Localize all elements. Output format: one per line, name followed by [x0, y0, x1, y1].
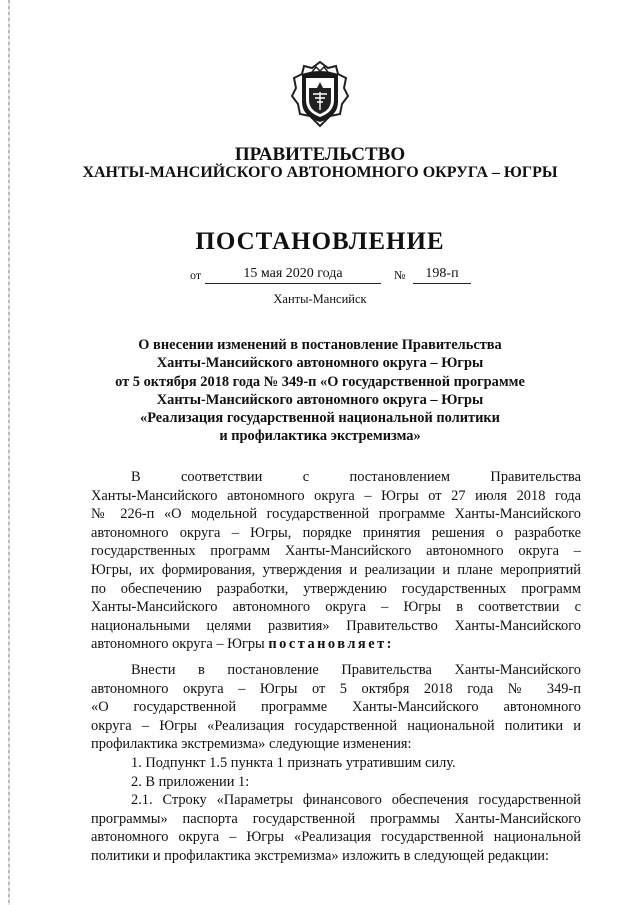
- coat-of-arms-icon: [288, 58, 352, 130]
- document-city: Ханты-Мансийск: [273, 292, 367, 306]
- paragraph-line: автономного округа – Югры «Реализация государственной национальной: [91, 829, 581, 846]
- title-line: и профилактика экстремизма»: [219, 428, 421, 445]
- title-line: О внесении изменений в постановление Правительства: [138, 337, 502, 353]
- document-date: 15 мая 2020 года: [205, 266, 381, 284]
- document-number: 198-п: [413, 266, 471, 284]
- paragraph-text: автономного округа – Югры: [91, 636, 265, 653]
- paragraph-line: Ханты-Мансийского автономного округа – Югры от 27 июля 2018 года: [91, 487, 581, 504]
- scan-edge: [8, 0, 10, 905]
- paragraph-line: округа – Югры «Реализация государственной национальной политики и: [91, 717, 581, 734]
- title-line: от 5 октября 2018 года № 349-п «О государственной программе: [115, 373, 525, 390]
- paragraph-line: Югры, их формирования, утверждения и реализации и плане мероприятий: [91, 561, 581, 578]
- org-name: ПРАВИТЕЛЬСТВО: [234, 144, 406, 165]
- paragraph-line: 2.1. Строку «Параметры финансового обеспечения государственной: [131, 792, 581, 809]
- paragraph-line: автономного округа – Югры от 5 октября 2018 года № 349-п: [91, 680, 581, 697]
- paragraph-line: Внести в постановление Правительства Ханты-Мансийского: [131, 662, 581, 678]
- paragraph-line: Ханты-Мансийского автономного округа – Югры в соответствии с: [91, 599, 581, 616]
- org-region: ХАНТЫ-МАНСИЙСКОГО АВТОНОМНОГО ОКРУГА – ЮГРЫ: [82, 164, 558, 181]
- date-prefix: от: [190, 268, 202, 282]
- paragraph-line: В соответствии с постановлением Правительства: [131, 469, 581, 485]
- decree-word: постановляет:: [268, 636, 394, 653]
- paragraph-line: профилактика экстремизма» следующие изменения:: [91, 736, 412, 753]
- paragraph-line: «О государственной программе Ханты-Мансийского автономного: [91, 699, 581, 716]
- list-item: 1. Подпункт 1.5 пункта 1 признать утратившим силу.: [131, 754, 456, 771]
- amend-paragraph: [91, 661, 581, 866]
- paragraph-line: программы» паспорта государственной программы Ханты-Мансийского: [91, 810, 581, 827]
- title-line: Ханты-Мансийского автономного округа – Югры: [156, 355, 484, 372]
- paragraph-line: по обеспечению разработки, утверждению государственных программ: [91, 580, 581, 597]
- number-prefix: №: [394, 268, 406, 282]
- preamble-paragraph: [91, 468, 581, 654]
- title-line: Ханты-Мансийского автономного округа – Югры: [156, 391, 484, 408]
- document-title: [96, 336, 544, 446]
- paragraph-line: национальными целями развития» Правительство Ханты-Мансийского: [91, 617, 581, 634]
- paragraph-line: политики и профилактика экстремизма» изложить в следующей редакции:: [91, 847, 550, 864]
- paragraph-line: автономного округа – Югры, порядке принятия решения о разработке: [91, 524, 581, 541]
- paragraph-line: № 226-п «О модельной государственной программе Ханты-Мансийского: [91, 506, 581, 523]
- paragraph-last-line: [91, 635, 581, 654]
- list-item: 2. В приложении 1:: [131, 773, 250, 790]
- document-type: ПОСТАНОВЛЕНИЕ: [195, 228, 445, 255]
- paragraph-line: государственных программ Ханты-Мансийского автономного округа –: [91, 543, 581, 560]
- title-line: «Реализация государственной национальной политики: [140, 410, 500, 427]
